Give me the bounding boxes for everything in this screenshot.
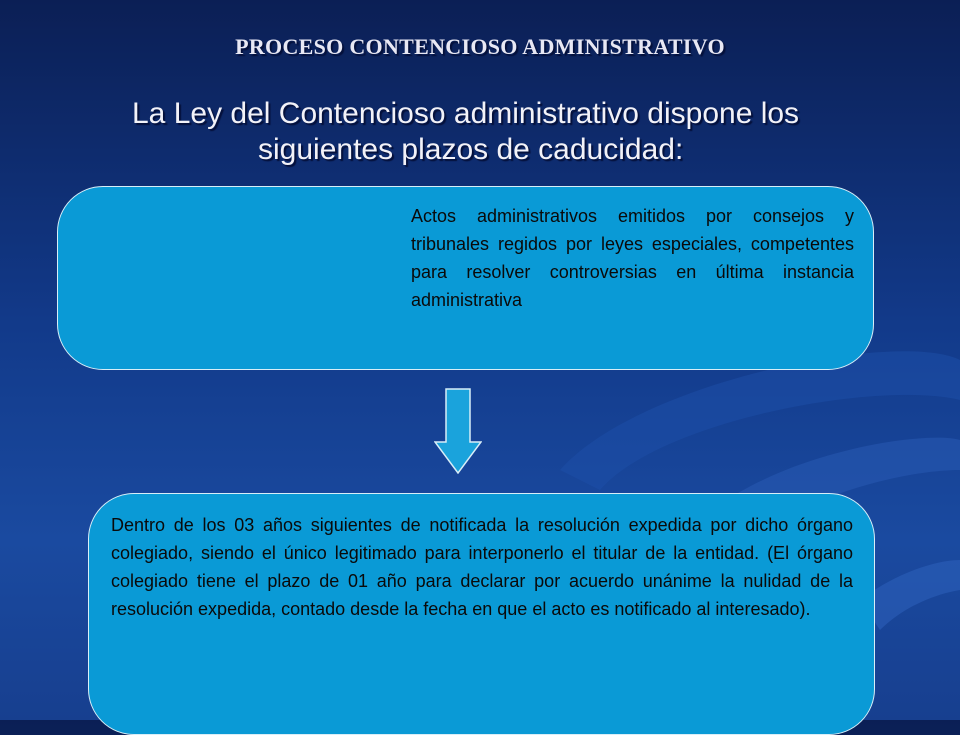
bottom-box-text: Dentro de los 03 años siguientes de notificada la resolución expedida por dicho órgano colegiado, siendo el único legitimado para interponerlo el titular de la entidad. (El órgano colegiado tiene el plazo de 01 año para declarar por acuerdo unánime la nulidad de la resolución expedida, contado desde la fecha en que el acto es notificado al interesado). bbox=[111, 515, 853, 619]
bottom-rounded-box bbox=[88, 493, 875, 735]
slide-title: PROCESO CONTENCIOSO ADMINISTRATIVO bbox=[235, 34, 725, 59]
slide-subtitle bbox=[110, 96, 850, 168]
subtitle-line-1: La Ley del Contencioso administrativo dispone los bbox=[132, 97, 800, 130]
top-rounded-box bbox=[57, 186, 874, 370]
top-box-text: Actos administrativos emitidos por consejos y tribunales regidos por leyes especiales, competentes para resolver controversias en última instancia administrativa bbox=[411, 206, 854, 310]
subtitle-line-2: siguientes plazos de caducidad: bbox=[258, 133, 684, 166]
down-arrow-icon bbox=[434, 388, 482, 474]
